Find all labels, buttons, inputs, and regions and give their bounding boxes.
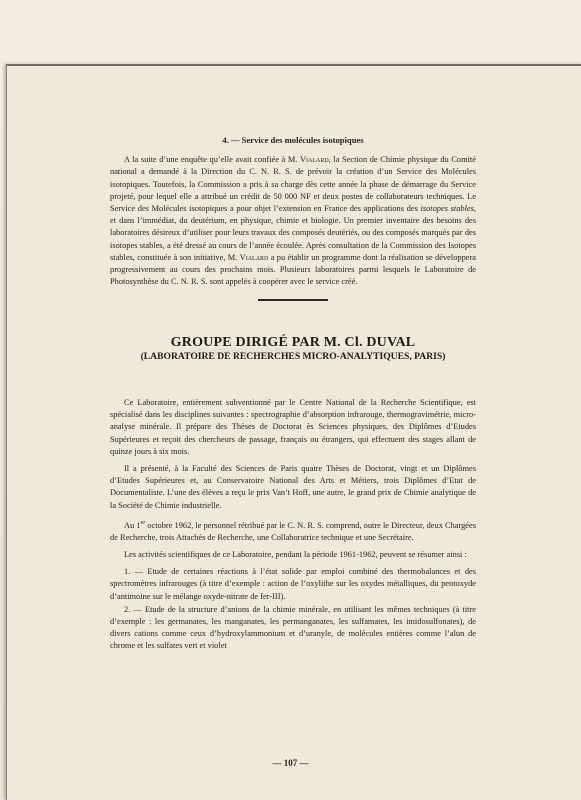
paragraph: Ce Laboratoire, entièrement subventionné par le Centre National de la Recherche Scientifique, est spécialisé dans les disciplines suivantes : spectrographie d’absorption infrarouge, thermogravimétrie, micro-analyse minérale. Il prépare des Thèses de Doctorat ès Sciences physiques, des Diplômes d’Etudes Supérieures et reçoit des chercheurs de passage, français ou étrangers, qui effectuent des stages allant de quinze jours à six mois. <box>110 398 476 456</box>
paragraph: Au 1er octobre 1962, le personnel rétribué par le C. N. R. S. comprend, outre le Directeur, deux Chargées de Recherche, trois Attachés de Recherche, une Collaboratrice technique et une Secrétaire. <box>110 519 476 542</box>
paragraph: 1. — Etude de certaines réactions à l’état solide par emploi combiné des thermobalances et des spectromètres infrarouges (à titre d’exemple : action de l’oxylithe sur les oxydes métalliques, du pentoxyde d’antimoine sur le mélange oxyde-nitrate de fer-III). <box>110 567 476 601</box>
group-body <box>110 397 476 653</box>
page-content <box>110 134 476 658</box>
page-top-edge <box>7 64 581 66</box>
paragraph: 2. — Etude de la structure d’anions de la chimie minérale, en utilisant les mêmes techniques (à titre d’exemple : les germanates, les manganates, les permanganates, les sulfamates, les imidosulfonates), de divers cations comme ceux d’hydroxylammonium et d’uranyle, de molécules entières comme l’alun de chrome et les sulfates vert et violet <box>110 604 476 651</box>
page-number: — 107 — <box>272 758 309 768</box>
paragraph: Les activités scientifiques de ce Laboratoire, pendant la période 1961-1962, peuvent se résumer ainsi : <box>124 550 467 560</box>
paragraph: Il a présenté, à la Faculté des Sciences de Paris quatre Thèses de Doctorat, vingt et un Diplômes d’Etudes Supérieures et, au Conservatoire National des Arts et Métiers, trois Diplômes d’Etat de Documentaliste. L’une des élèves a reçu le prix Van’t Hoff, une autre, le grand prix de Chimie analytique de la Société de Chimie industrielle. <box>110 464 476 510</box>
section-separator-rule <box>258 299 328 300</box>
group-title: GROUPE DIRIGÉ PAR M. Cl. DUVAL <box>170 334 416 350</box>
section-paragraph: A la suite d’une enquête qu’elle avait confiée à M. Vialard, la Section de Chimie physique du Comité national a demandé à la Direction du C. N. R. S. de prévoir la création d’un Service des Molécules isotopiques. Toutefois, la Commission a pris à sa charge dès cette année la phase de démarrage du Service projeté, pour lequel elle a attribué un crédit de 50 000 NF et deux postes de collaborateurs techniques. Le Service des Molécules isotopiques a pour objet l’extension en France des applications des isotopes stables, et dans l’immédiat, du deutérium, en physique, chimie et biologie. Un premier inventaire des besoins des laboratoires désireux d’utiliser pour leurs travaux des composés deutériés, ou des composés marqués par des isotopes stables, a été dressé au cours de l’année écoulée. Après consultation de la Commission des Isotopes stables, constituée à son initiative, M. Vialard a pu établir un programme dont la réalisation se développera progressivement au cours des prochains mois. Plusieurs laboratoires parmi lesquels le Laboratoire de Photosynthèse du C. N. R. S. sont appelés à coopérer avec le service créé. <box>110 155 476 287</box>
group-subtitle: (LABORATOIRE DE RECHERCHES MICRO-ANALYTIQUES, PARIS) <box>140 350 446 362</box>
section-title: 4. — Service des molécules isotopiques <box>222 135 364 145</box>
